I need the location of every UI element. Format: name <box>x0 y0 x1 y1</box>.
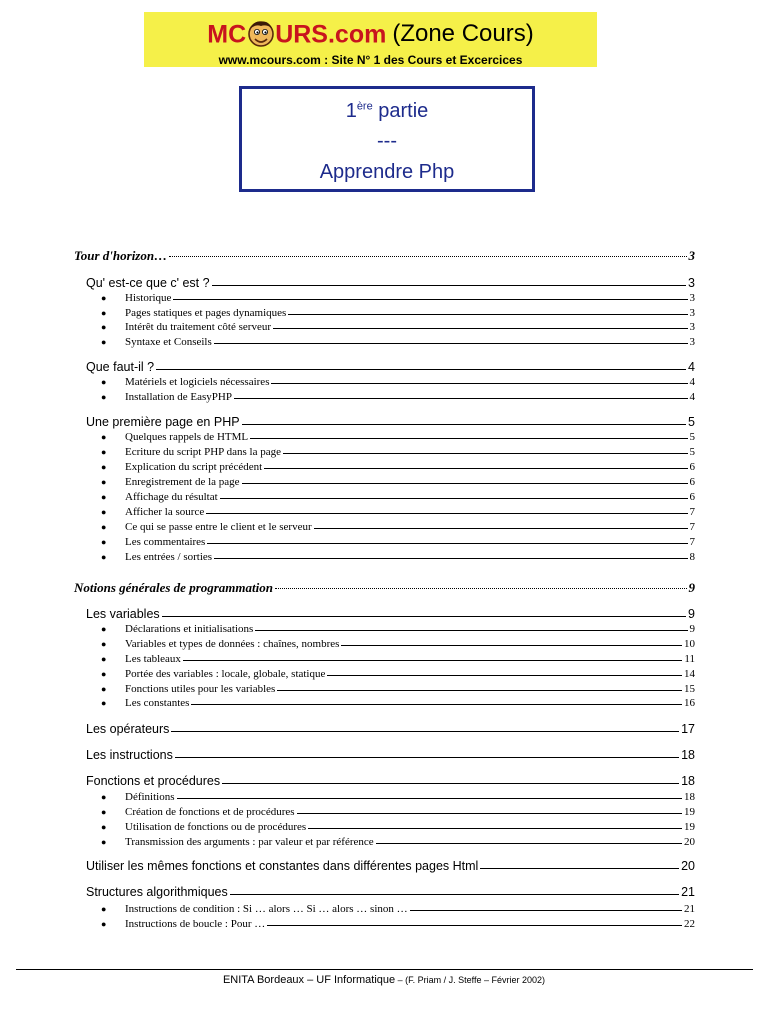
toc-entry[interactable] <box>86 774 695 788</box>
bullet-icon: ● <box>101 684 107 694</box>
toc-page-number: 9 <box>688 607 695 621</box>
bullet-icon: ● <box>101 293 107 303</box>
toc-entry-label: Matériels et logiciels nécessaires <box>125 376 270 388</box>
toc-leader <box>212 285 686 286</box>
bullet-icon: ● <box>101 654 107 664</box>
toc-entry-label: Les tableaux <box>125 653 181 665</box>
toc-page-number: 21 <box>681 885 695 899</box>
banner-logo <box>144 16 597 52</box>
toc-leader <box>308 828 682 829</box>
bullet-icon: ● <box>101 919 107 929</box>
bullet-icon: ● <box>101 639 107 649</box>
toc-entry-label: Création de fonctions et de procédures <box>125 806 295 818</box>
toc-entry-label: Notions générales de programmation <box>74 580 273 595</box>
bullet-icon: ● <box>101 822 107 832</box>
toc-page-number: 10 <box>684 638 695 650</box>
toc-leader <box>250 438 687 439</box>
toc-entry[interactable] <box>125 292 695 304</box>
toc-page-number: 18 <box>681 748 695 762</box>
toc-entry-label: Instructions de boucle : Pour … <box>125 918 266 930</box>
toc-page-number: 15 <box>684 683 695 695</box>
toc-entry-label: Ce qui se passe entre le client et le serveur <box>125 521 312 533</box>
toc-page-number: 3 <box>689 307 695 319</box>
toc-page-number: 6 <box>689 461 695 473</box>
toc-leader <box>183 660 683 661</box>
toc-entry[interactable] <box>125 321 695 333</box>
toc-entry[interactable] <box>86 276 695 290</box>
toc-entry-label: Les instructions <box>86 748 173 762</box>
toc-entry[interactable] <box>125 536 695 548</box>
toc-entry-label: Transmission des arguments : par valeur et par référence <box>125 836 374 848</box>
toc-leader <box>206 513 687 514</box>
toc-leader <box>264 468 687 469</box>
toc-entry[interactable] <box>125 551 695 563</box>
bullet-icon: ● <box>101 308 107 318</box>
part-heading <box>242 100 532 122</box>
toc-entry-label: Fonctions et procédures <box>86 774 221 788</box>
toc-leader <box>222 783 679 784</box>
toc-leader <box>214 343 688 344</box>
bullet-icon: ● <box>101 552 107 562</box>
toc-entry-label: Tour d'horizon… <box>74 248 168 263</box>
bullet-icon: ● <box>101 447 107 457</box>
toc-page-number: 4 <box>689 376 695 388</box>
toc-leader <box>207 543 687 544</box>
toc-entry-label: Structures algorithmiques <box>86 885 228 899</box>
toc-entry[interactable] <box>125 903 695 915</box>
site-banner <box>144 12 597 67</box>
toc-page-number: 8 <box>689 551 695 563</box>
toc-page-number: 7 <box>689 536 695 548</box>
toc-page-number: 9 <box>689 623 695 635</box>
toc-page-number: 20 <box>684 836 695 848</box>
toc-entry[interactable] <box>125 836 695 848</box>
toc-leader <box>191 704 682 705</box>
toc-page-number: 5 <box>689 446 695 458</box>
toc-entry-label: Utiliser les mêmes fonctions et constantes dans différentes pages Html <box>86 859 479 873</box>
toc-page-number: 19 <box>684 806 695 818</box>
toc-leader <box>410 910 682 911</box>
part-separator: --- <box>377 130 397 152</box>
toc-leader <box>173 299 687 300</box>
toc-entry-label: Les constantes <box>125 697 190 709</box>
toc-leader <box>271 383 687 384</box>
toc-leader <box>283 453 688 454</box>
footer-divider <box>16 969 753 970</box>
bullet-icon: ● <box>101 698 107 708</box>
toc-page-number: 19 <box>684 821 695 833</box>
toc-leader <box>376 843 682 844</box>
bullet-icon: ● <box>101 522 107 532</box>
toc-entry-label: Affichage du résultat <box>125 491 218 503</box>
toc-entry[interactable] <box>125 307 695 319</box>
toc-page-number: 3 <box>689 336 695 348</box>
toc-entry[interactable] <box>125 446 695 458</box>
bullet-icon: ● <box>101 322 107 332</box>
part-subtitle: Apprendre Php <box>319 161 455 183</box>
toc-page-number: 4 <box>689 391 695 403</box>
toc-entry[interactable] <box>125 506 695 518</box>
bullet-icon: ● <box>101 377 107 387</box>
toc-page-number: 3 <box>689 292 695 304</box>
bullet-icon: ● <box>101 669 107 679</box>
toc-entry-label: Afficher la source <box>125 506 205 518</box>
toc-leader <box>277 690 682 691</box>
footer-credits: – (F. Priam / J. Steffe – Février 2002) <box>395 975 546 985</box>
part-title-box <box>239 86 535 192</box>
bullet-icon: ● <box>101 432 107 442</box>
toc-page-number: 6 <box>689 491 695 503</box>
toc-entry[interactable] <box>125 491 695 503</box>
toc-entry[interactable] <box>125 918 695 930</box>
toc-leader <box>177 798 683 799</box>
toc-page-number: 18 <box>681 774 695 788</box>
brand-prefix: MC <box>207 20 247 49</box>
toc-entry-label: Portée des variables : locale, globale, statique <box>125 668 326 680</box>
toc-page-number: 5 <box>689 431 695 443</box>
toc-entry-label: Quelques rappels de HTML <box>125 431 249 443</box>
toc-entry[interactable] <box>86 885 695 899</box>
toc-entry-label: Que faut-il ? <box>86 360 155 374</box>
bullet-icon: ● <box>101 792 107 802</box>
toc-entry-label: Qu' est-ce que c' est ? <box>86 276 210 290</box>
toc-entry[interactable] <box>86 722 695 736</box>
toc-entry[interactable] <box>125 791 695 803</box>
banner-tagline: www.mcours.com : Site N° 1 des Cours et Excercices <box>218 53 523 67</box>
toc-entry[interactable] <box>74 248 695 264</box>
bullet-icon: ● <box>101 837 107 847</box>
toc-page-number: 3 <box>688 248 695 263</box>
toc-entry-label: Installation de EasyPHP <box>125 391 232 403</box>
toc-entry-label: Ecriture du script PHP dans la page <box>125 446 281 458</box>
toc-entry-label: Utilisation de fonctions ou de procédures <box>125 821 307 833</box>
toc-entry-label: Historique <box>125 292 172 304</box>
toc-entry-label: Enregistrement de la page <box>125 476 240 488</box>
toc-entry-label: Syntaxe et Conseils <box>125 336 212 348</box>
bullet-icon: ● <box>101 904 107 914</box>
toc-page-number: 16 <box>684 697 695 709</box>
toc-page-number: 11 <box>684 653 695 665</box>
toc-entry-label: Définitions <box>125 791 175 803</box>
toc-entry[interactable] <box>125 653 695 665</box>
toc-page-number: 3 <box>688 276 695 290</box>
toc-entry[interactable] <box>125 376 695 388</box>
toc-entry[interactable] <box>74 580 695 596</box>
toc-entry[interactable] <box>125 623 695 635</box>
toc-leader <box>214 558 687 559</box>
toc-leader <box>171 731 679 732</box>
toc-page-number: 21 <box>684 903 695 915</box>
toc-entry[interactable] <box>125 638 695 650</box>
toc-leader <box>275 588 687 589</box>
toc-entry[interactable] <box>125 476 695 488</box>
brand-suffix: URS.com <box>275 20 387 49</box>
toc-entry[interactable] <box>125 697 695 709</box>
toc-page-number: 22 <box>684 918 695 930</box>
toc-page-number: 14 <box>684 668 695 680</box>
bullet-icon: ● <box>101 807 107 817</box>
toc-leader <box>230 894 679 895</box>
toc-leader <box>220 498 688 499</box>
toc-entry-label: Déclarations et initialisations <box>125 623 254 635</box>
toc-page-number: 6 <box>689 476 695 488</box>
toc-entry[interactable] <box>125 683 695 695</box>
toc-page-number: 7 <box>689 521 695 533</box>
toc-leader <box>288 314 687 315</box>
toc-leader <box>156 369 686 370</box>
toc-entry-label: Les variables <box>86 607 160 621</box>
toc-leader <box>242 424 686 425</box>
toc-leader <box>341 645 682 646</box>
toc-leader <box>175 757 679 758</box>
toc-entry[interactable] <box>86 415 695 429</box>
toc-entry-label: Instructions de condition : Si … alors … Si … alors … sinon … <box>125 903 408 915</box>
toc-leader <box>242 483 688 484</box>
toc-entry[interactable] <box>86 859 695 873</box>
toc-entry[interactable] <box>125 391 695 403</box>
toc-leader <box>273 328 688 329</box>
bullet-icon: ● <box>101 392 107 402</box>
bullet-icon: ● <box>101 537 107 547</box>
toc-page-number: 5 <box>688 415 695 429</box>
toc-entry-label: Fonctions utiles pour les variables <box>125 683 276 695</box>
toc-leader <box>169 256 686 257</box>
toc-entry-label: Les opérateurs <box>86 722 170 736</box>
toc-page-number: 7 <box>689 506 695 518</box>
bullet-icon: ● <box>101 337 107 347</box>
toc-entry-label: Pages statiques et pages dynamiques <box>125 307 287 319</box>
toc-leader <box>162 616 686 617</box>
toc-entry-label: Intérêt du traitement côté serveur <box>125 321 271 333</box>
toc-page-number: 9 <box>688 580 695 595</box>
toc-leader <box>314 528 688 529</box>
toc-entry[interactable] <box>125 821 695 833</box>
toc-entry[interactable] <box>125 806 695 818</box>
page-footer <box>0 974 768 986</box>
toc-leader <box>255 630 687 631</box>
toc-page-number: 4 <box>688 360 695 374</box>
toc-leader <box>327 675 682 676</box>
toc-entry-label: Les commentaires <box>125 536 206 548</box>
part-number: 1 <box>345 100 357 122</box>
footer-main: ENITA Bordeaux – UF Informatique <box>222 974 396 986</box>
toc-page-number: 20 <box>681 859 695 873</box>
toc-entry-label: Variables et types de données : chaînes, nombres <box>125 638 340 650</box>
toc-leader <box>297 813 682 814</box>
part-superscript: ère <box>356 100 373 113</box>
toc-leader <box>480 868 679 869</box>
toc-entry-label: Une première page en PHP <box>86 415 240 429</box>
toc-page-number: 18 <box>684 791 695 803</box>
toc-entry[interactable] <box>125 461 695 473</box>
toc-entry[interactable] <box>86 607 695 621</box>
toc-page-number: 3 <box>689 321 695 333</box>
bullet-icon: ● <box>101 462 107 472</box>
toc-entry[interactable] <box>125 668 695 680</box>
brand-zone: (Zone Cours) <box>392 20 534 48</box>
toc-entry[interactable] <box>86 748 695 762</box>
toc-entry[interactable] <box>125 431 695 443</box>
mascot-face-icon <box>247 19 275 49</box>
toc-entry-label: Les entrées / sorties <box>125 551 213 563</box>
toc-entry-label: Explication du script précédent <box>125 461 263 473</box>
toc-entry[interactable] <box>125 521 695 533</box>
toc-leader <box>267 925 682 926</box>
bullet-icon: ● <box>101 507 107 517</box>
bullet-icon: ● <box>101 492 107 502</box>
toc-entry[interactable] <box>86 360 695 374</box>
toc-entry[interactable] <box>125 336 695 348</box>
toc-page-number: 17 <box>681 722 695 736</box>
part-word: partie <box>372 100 429 122</box>
toc-leader <box>234 398 688 399</box>
bullet-icon: ● <box>101 477 107 487</box>
bullet-icon: ● <box>101 624 107 634</box>
